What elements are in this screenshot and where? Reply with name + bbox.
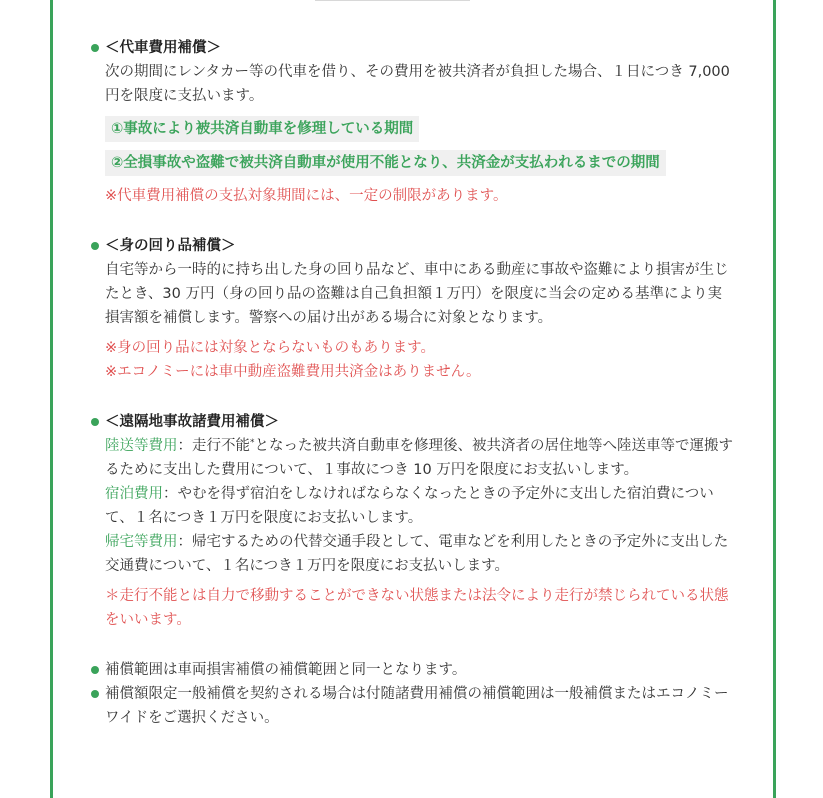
belongings-body: 自宅等から一時的に持ち出した身の回り品など、車中にある動産に事故や盗難により損害が生じたとき、30 万円（身の回り品の盗難は自己負担額１万円）を限度に当会の定める基準により実損害額を補償します。警察への届け出がある場合に対象となります。 (105, 262, 729, 326)
bullet-icon (91, 418, 99, 426)
return-cost-item: 帰宅等費用：帰宅するための代替交通手段として、電車などを利用したときの予定外に支出した交通費について、１名につき１万円を限度にお支払いします。 (105, 534, 729, 574)
footnote-mark: * (250, 438, 255, 448)
bullet-icon (91, 44, 99, 52)
bullet-icon (91, 242, 99, 250)
rental-car-heading: ＜代車費用補償＞ (90, 36, 735, 60)
remote-accident-section (90, 410, 735, 632)
belongings-section (90, 234, 735, 384)
rental-period-2: ②全損事故や盗難で被共済自動車が使用不能となり、共済金が支払われるまでの期間 (105, 150, 666, 176)
rental-car-section (90, 36, 735, 208)
lodging-cost-label: 宿泊費用 (105, 486, 163, 502)
top-divider (315, 0, 470, 1)
transport-cost-item: 陸送等費用：走行不能*となった被共済自動車を修理後、被共済者の居住地等へ陸送車等で運搬するために支出した費用について、１事故につき 10 万円を限度にお支払いします。 (105, 438, 733, 478)
lodging-cost-item: 宿泊費用：やむを得ず宿泊をしなければならなくなったときの予定外に支出した宿泊費について、１名につき１万円を限度にお支払いします。 (105, 486, 714, 526)
footnote-item-1: 補償範囲は車両損害補償の補償範囲と同一となります。 (90, 658, 735, 682)
belongings-note-2: ※エコノミーには車中動産盗難費用共済金はありません。 (105, 364, 481, 380)
bullet-icon (91, 666, 99, 674)
transport-cost-label: 陸送等費用 (105, 438, 178, 454)
remote-accident-heading: ＜遠隔地事故諸費用補償＞ (90, 410, 735, 434)
footnotes-section (90, 658, 735, 730)
rental-car-body: 次の期間にレンタカー等の代車を借り、その費用を被共済者が負担した場合、１日につき 7,000 円を限度に支払います。 (105, 64, 730, 104)
coverage-details (90, 36, 735, 730)
belongings-heading: ＜身の回り品補償＞ (90, 234, 735, 258)
rental-note: ※代車費用補償の支払対象期間には、一定の制限があります。 (105, 188, 508, 204)
remote-note: ＊走行不能とは自力で移動することができない状態または法令により走行が禁じられている状態をいいます。 (105, 588, 729, 628)
return-cost-label: 帰宅等費用 (105, 534, 178, 550)
rental-period-1: ①事故により被共済自動車を修理している期間 (105, 116, 419, 142)
footnote-item-2: 補償額限定一般補償を契約される場合は付随諸費用補償の補償範囲は一般補償またはエコノミーワイドをご選択ください。 (90, 682, 735, 730)
belongings-note-1: ※身の回り品には対象とならないものもあります。 (105, 340, 435, 356)
bullet-icon (91, 690, 99, 698)
